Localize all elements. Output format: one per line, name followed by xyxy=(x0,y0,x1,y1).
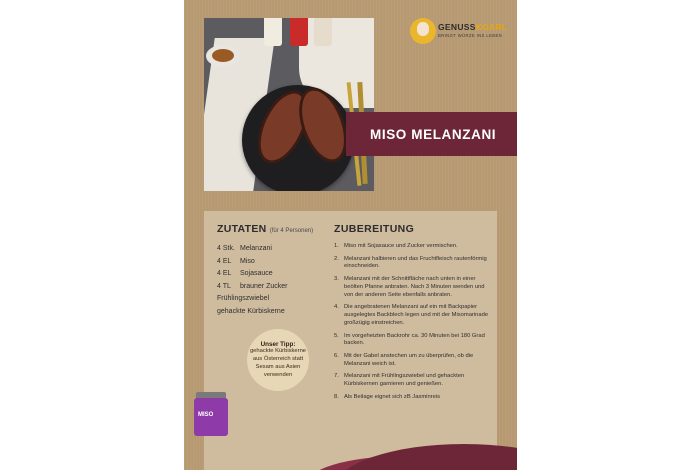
step-item: 6. Mit der Gabel anstechen um zu überprüfen, ob die Melanzani weich ist. xyxy=(334,352,474,367)
brand-logo xyxy=(410,18,510,48)
ingredient-list xyxy=(217,243,317,318)
recipe-title-banner xyxy=(346,112,517,156)
step-item: 5. Im vorgeheizten Backrohr ca. 30 Minuten bei 180 Grad backen. xyxy=(334,332,485,347)
miso-jar-image xyxy=(194,392,228,436)
ingredients-heading: ZUTATEN (für 4 Personen) xyxy=(217,223,314,235)
tip-badge xyxy=(247,329,309,391)
recipe-panel xyxy=(204,211,497,470)
ingredient-item: Frühlingszwiebel xyxy=(217,295,270,302)
step-item: 4. Die angebratenen Melanzani auf ein mit Backpapier ausgelegtes Backblech legen und mit der Misomarinade großzügig einstreichen. xyxy=(334,304,489,327)
dish-photo xyxy=(204,18,374,191)
preparation-section xyxy=(334,223,491,406)
tip-text: gehackte Kürbiskerne aus Österreich statt Sesam aus Asien verwenden xyxy=(249,348,307,378)
ingredient-item: 4 EL Miso xyxy=(217,257,255,265)
servings-note: (für 4 Personen) xyxy=(269,228,314,234)
preparation-steps xyxy=(334,243,491,402)
ingredients-section xyxy=(217,223,317,318)
ingredient-item: 4 Stk. Melanzani xyxy=(217,245,272,252)
step-item: 1. Miso mit Sojasauce und Zucker vermischen. xyxy=(334,243,458,249)
step-item: 2. Melanzani halbieren und das Fruchtfleisch rautenförmig einschneiden. xyxy=(334,255,487,270)
brand-tagline: BRINGT WÜRZE INS LEBEN xyxy=(438,33,503,38)
step-item: 8. Als Beilage eignet sich zB Jasminreis xyxy=(334,393,441,400)
brand-name: GENUSSKOARL xyxy=(438,22,508,32)
recipe-card xyxy=(184,0,517,470)
recipe-title: MISO MELANZANI xyxy=(370,126,497,142)
ingredient-item: 4 TL brauner Zucker xyxy=(217,282,288,290)
step-item: 3. Melanzani mit der Schnittfläche nach unten in einer beölten Pfanne anbraten. Nach 3 Minuten wenden und von der anderen Seite ebenfalls anbraten. xyxy=(334,275,485,298)
preparation-heading: ZUBEREITUNG xyxy=(334,223,415,235)
tip-title: Unser Tipp: xyxy=(260,340,296,348)
logo-emblem xyxy=(410,18,436,44)
ingredient-item: 4 EL Sojasauce xyxy=(217,270,273,277)
ingredient-item: gehackte Kürbiskerne xyxy=(217,307,285,315)
step-item: 7. Melanzani mit Frühlingszwiebel und gehackten Kürbiskernen garnieren und genießen. xyxy=(334,373,465,388)
product-label: MISO xyxy=(198,412,214,418)
